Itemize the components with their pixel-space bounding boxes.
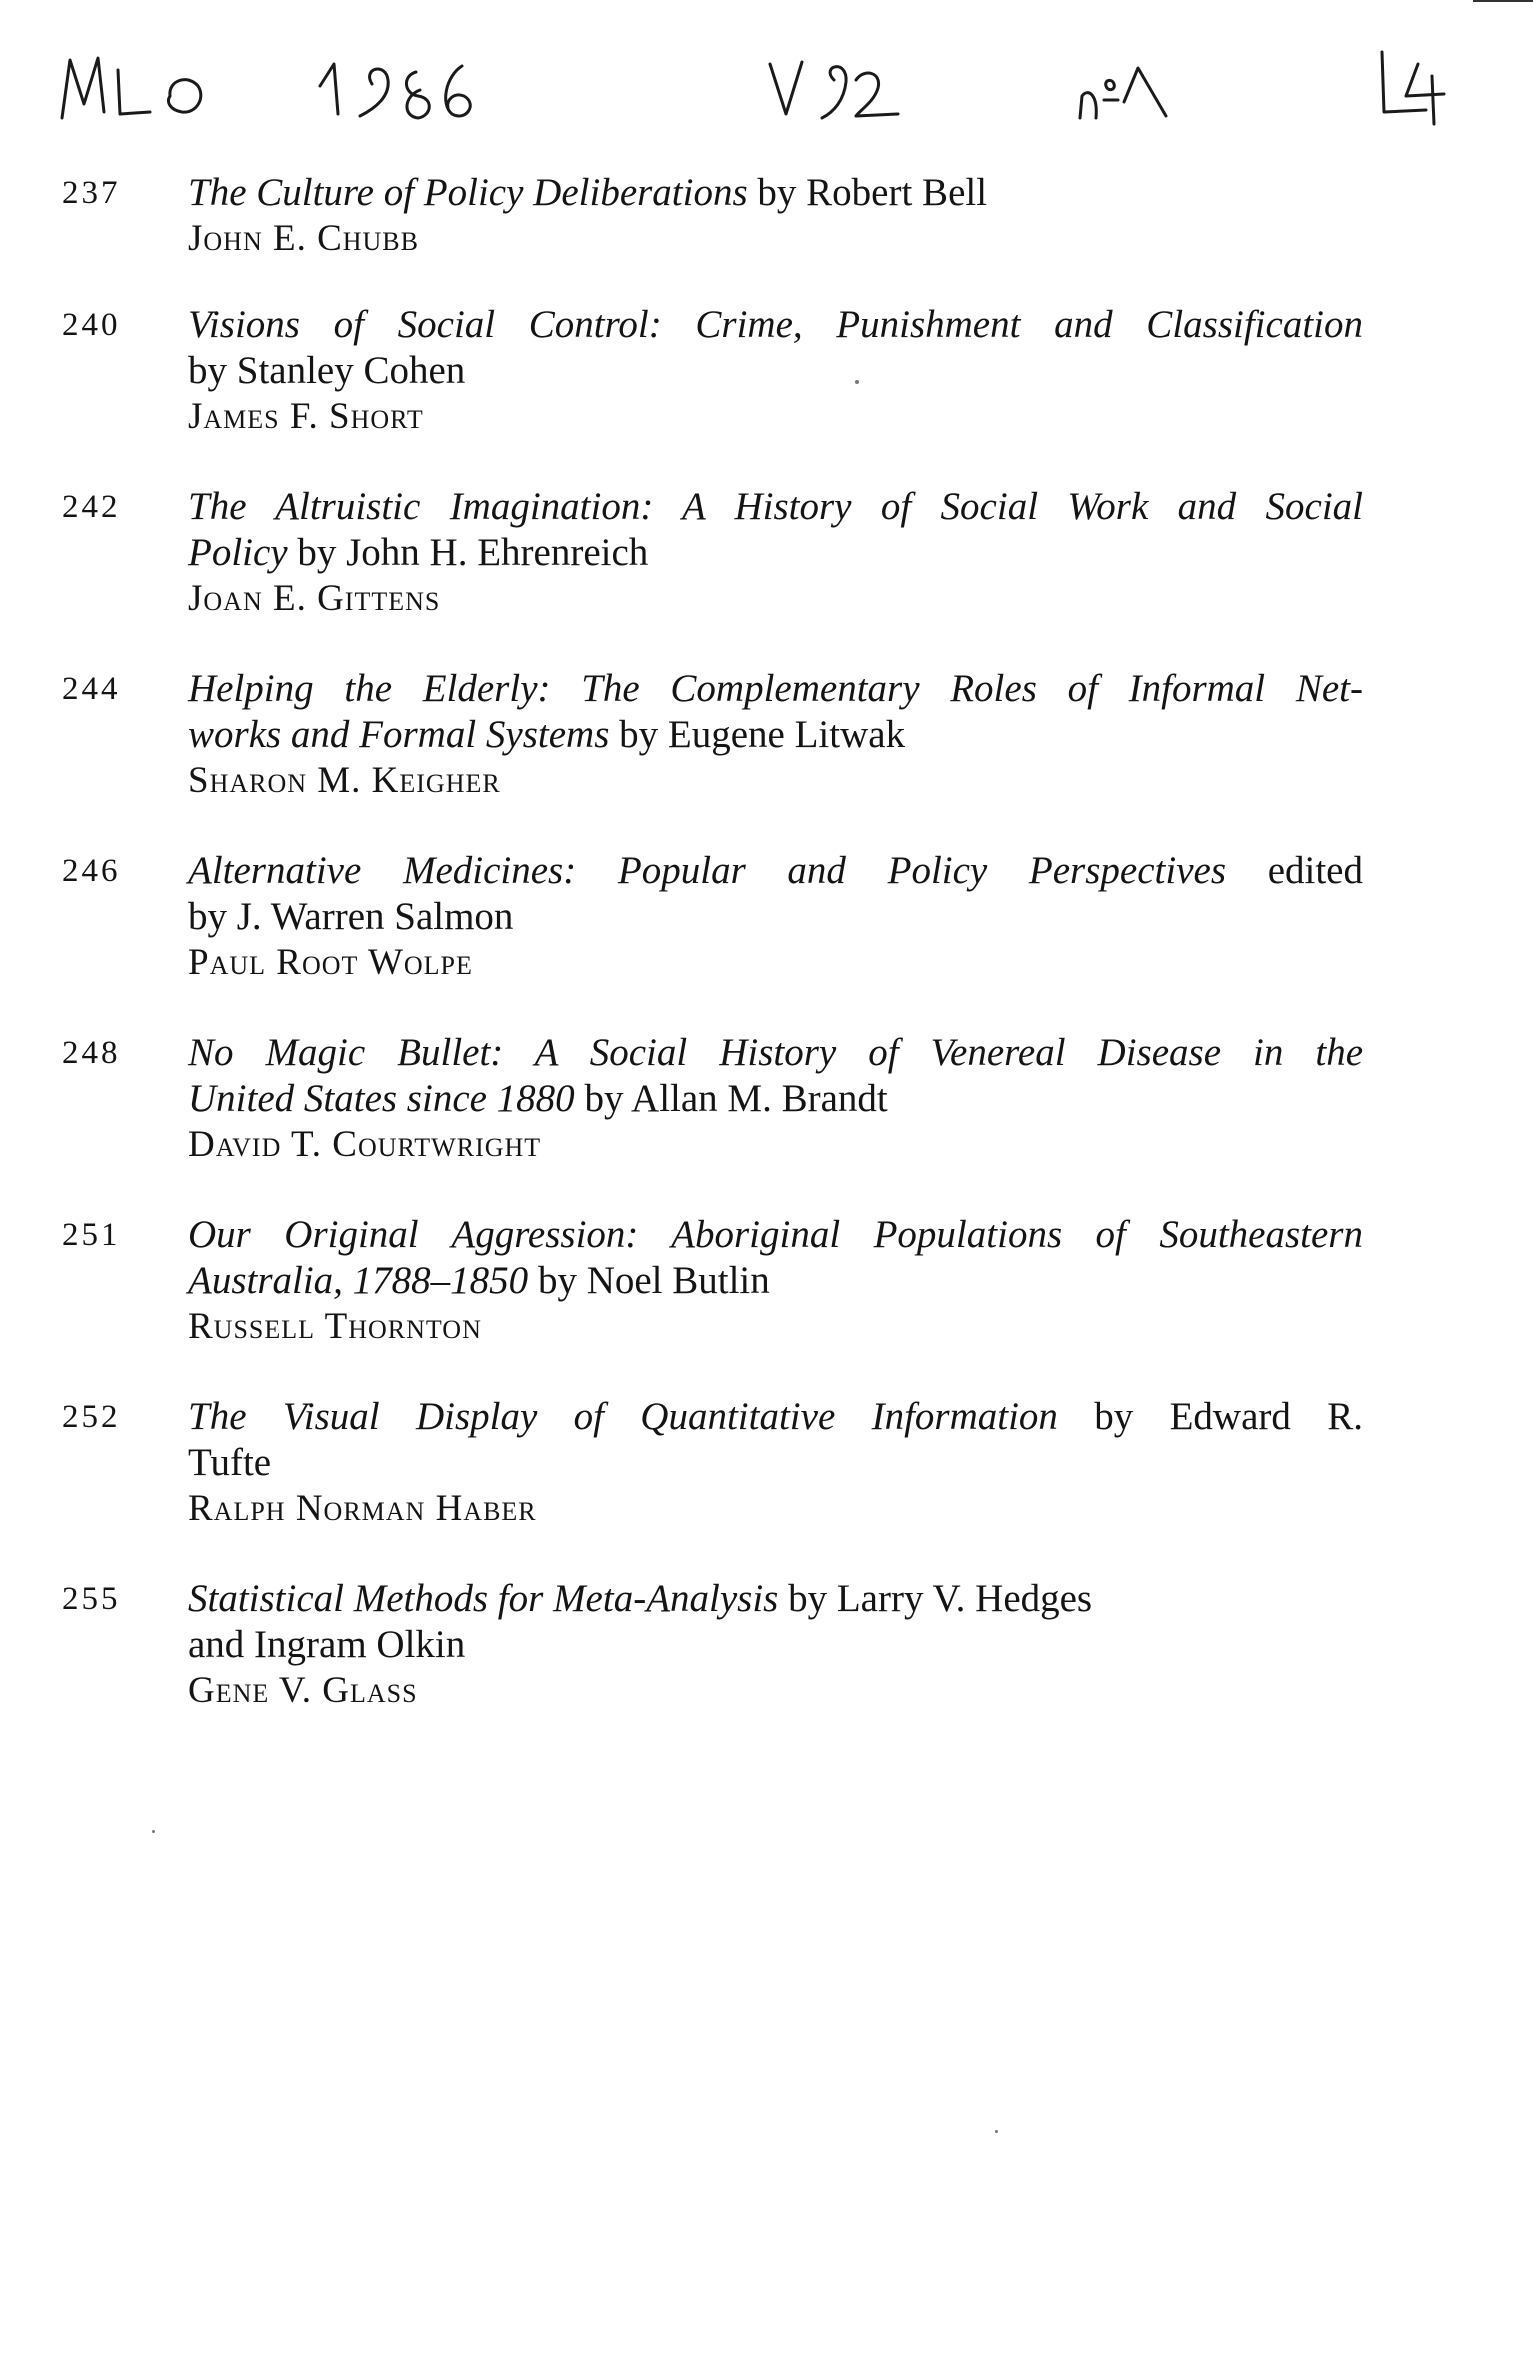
book-author: by Larry V. Hedges [778,1577,1093,1620]
entry-body [188,302,1363,440]
book-author: Tufte [188,1441,272,1484]
entry-body [188,170,1363,262]
book-title: works and Formal Systems [188,713,610,756]
entry-body [188,1576,1363,1714]
reviewer-name: James F. Short [188,396,424,437]
reviewer-name: David T. Courtwright [188,1124,542,1165]
page-number: 244 [62,671,121,707]
page-number: 246 [62,853,121,889]
book-title: Our Original Aggression: Aboriginal Populations of Southeastern [188,1213,1363,1256]
book-title: No Magic Bullet: A Social History of Venereal Disease in the [188,1031,1363,1074]
book-author: by J. Warren Salmon [188,895,514,938]
entry-body [188,666,1363,804]
page-number: 252 [62,1399,121,1435]
book-title: The Culture of Policy Deliberations [188,171,748,214]
page-number: 251 [62,1217,121,1253]
book-title: Policy [188,531,288,574]
title-line [188,348,1363,394]
reviewer-name: Paul Root Wolpe [188,942,473,983]
book-author: by Eugene Litwak [609,713,906,756]
title-line [188,1030,1363,1076]
reviewer-name: Ralph Norman Haber [188,1488,537,1529]
reviewer-name: Gene V. Glass [188,1670,418,1711]
title-line [188,1212,1363,1258]
title-line [188,1076,1363,1122]
book-title: Visions of Social Control: Crime, Punishment and Classification [188,303,1363,346]
entry-body [188,848,1363,986]
page-number: 237 [62,175,121,211]
title-line [188,666,1363,712]
scan-speck [855,380,859,384]
handwritten-annotation [0,0,1533,160]
book-author: by Robert Bell [747,171,988,214]
scan-speck [152,1830,155,1833]
book-author: and Ingram Olkin [188,1623,466,1666]
reviewer-name: John E. Chubb [188,218,419,259]
title-line [188,1394,1363,1440]
title-line [188,1440,1363,1486]
title-line [188,1258,1363,1304]
book-title: Alternative Medicines: Popular and Policy Perspectives [188,849,1227,892]
page-number: 248 [62,1035,121,1071]
title-line [188,170,1363,216]
entry-body [188,1212,1363,1350]
book-title: Helping the Elderly: The Complementary Roles of Informal Net- [188,667,1363,710]
book-author: by Stanley Cohen [188,349,466,392]
book-title: The Visual Display of Quantitative Information [188,1395,1058,1438]
title-line [188,848,1363,894]
book-author: by Edward R. [1057,1395,1363,1438]
title-line [188,712,1363,758]
book-title: Australia, 1788–1850 [188,1259,529,1302]
book-author: by John H. Ehrenreich [287,531,649,574]
title-line [188,484,1363,530]
handwritten-annotation-drawing [0,0,1533,160]
book-title: The Altruistic Imagination: A History of Social Work and Social [188,485,1363,528]
book-author: by Noel Butlin [528,1259,770,1302]
title-line [188,894,1363,940]
book-title: Statistical Methods for Meta-Analysis [188,1577,779,1620]
scan-speck [995,2130,998,2133]
entry-body [188,484,1363,622]
title-line [188,1622,1363,1668]
title-line [188,1576,1363,1622]
page-number: 255 [62,1581,121,1617]
reviewer-name: Sharon M. Keigher [188,760,501,801]
title-line [188,302,1363,348]
book-author: edited [1226,849,1363,892]
reviewer-name: Joan E. Gittens [188,578,441,619]
title-line [188,530,1363,576]
book-author: by Allan M. Brandt [574,1077,888,1120]
page-number: 240 [62,307,121,343]
entry-body [188,1030,1363,1168]
reviewer-name: Russell Thornton [188,1306,482,1347]
book-title: United States since 1880 [188,1077,575,1120]
entry-body [188,1394,1363,1532]
page-number: 242 [62,489,121,525]
